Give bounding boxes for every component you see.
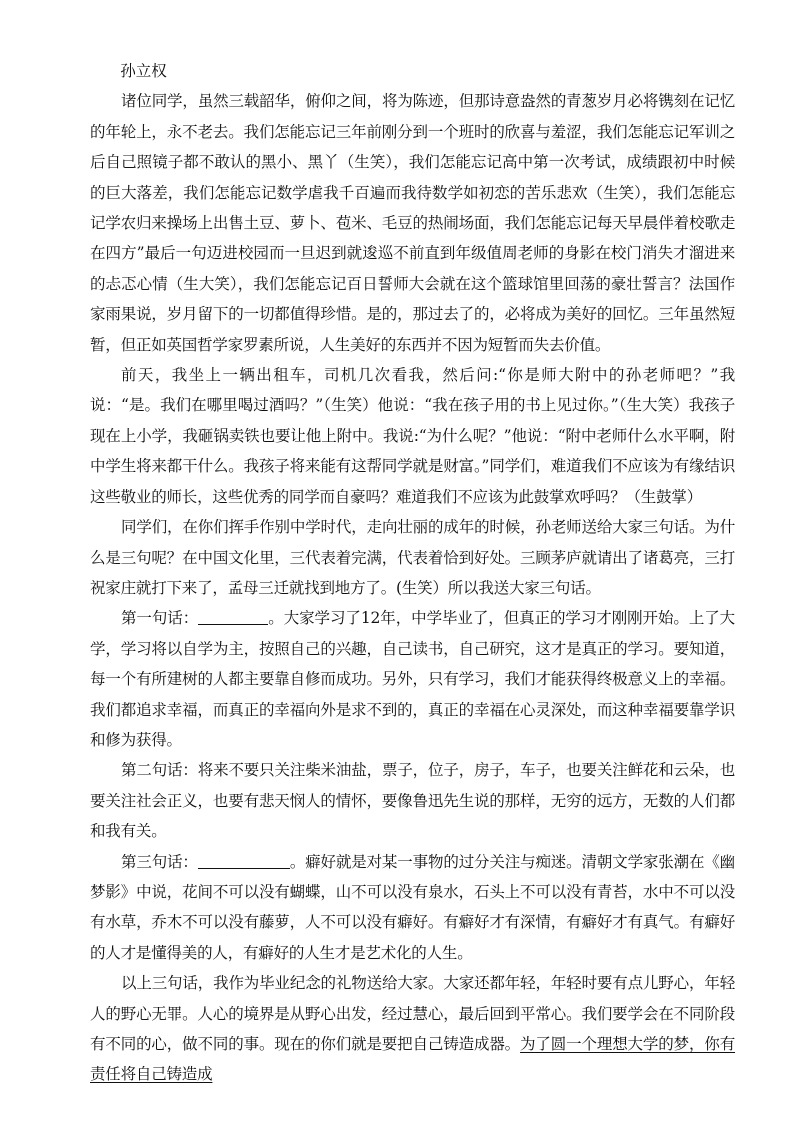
closing-text: 以上三句话，我作为毕业纪念的礼物送给大家。大家还都年轻，年轻时要有点儿野心，年轻人的野心无罪。人心的境界是从野心出发，经过慧心，最后回到平常心。我们要学会在不同阶段有不同的心，做不同的事。现在的你们就是要把自己铸造成器。 <box>90 974 735 1053</box>
third-sentence-lead: 第三句话： <box>121 852 198 871</box>
fill-in-blank-3 <box>198 852 290 869</box>
fill-in-blank-1 <box>198 608 268 625</box>
paragraph-second-sentence: 第二句话：将来不要只关注柴米油盐，票子，位子，房子，车子，也要关注鲜花和云朵，也要关注社会正义，也要有悲天悯人的情怀，要像鲁迅先生说的那样，无穷的远方，无数的人们都和我有关。 <box>90 761 735 841</box>
paragraph-three-sentences-intro: 同学们，在你们挥手作别中学时代，走向壮丽的成年的时候，孙老师送给大家三句话。为什么是三句呢？在中国文化里，三代表着完满，代表着恰到好处。三顾茅庐就请出了诸葛亮，三打祝家庄就打下来了，孟母三迁就找到地方了。(生笑）所以我送大家三句话。 <box>90 518 735 597</box>
first-sentence-text: 。大家学习了12年，中学毕业了，但真正的学习才刚刚开始。上了大学，学习将以自学为主，按照自己的兴趣，自己读书，自己研究，这才是真正的学习。要知道，每一个有所建树的人都主要靠自修而成功。另外，只有学习，我们才能获得终极意义上的幸福。我们都追求幸福，而真正的幸福向外是求不到的，真正的幸福在心灵深处，而这种幸福要靠学识和修为获得。 <box>90 609 735 749</box>
paragraph-memories: 诸位同学，虽然三载韶华，俯仰之间，将为陈迹，但那诗意盎然的青葱岁月必将镌刻在记忆的年轮上，永不老去。我们怎能忘记三年前刚分到一个班时的欣喜与羞涩，我们怎能忘记军训之后自己照镜子都不敢认的黑小、黑丫（生笑），我们怎能忘记高中第一次考试，成绩跟初中时候的巨大落差，我们怎能忘记数学虐我千百遍而我待数学如初恋的苦乐悲欢（生笑），我们怎能忘记学农归来操场上出售土豆、萝卜、苞米、毛豆的热闹场面，我们怎能忘记每天早晨伴着校歌走在四方”最后一句迈进校园而一旦迟到就逡巡不前直到年级值周老师的身影在校门消失才溜进来的忐忑心情（生大笑），我们怎能忘记百日誓师大会就在这个篮球馆里回荡的豪壮誓言？法国作家雨果说，岁月留下的一切都值得珍惜。是的，那过去了的，必将成为美好的回忆。三年虽然短暂，但正如英国哲学家罗素所说，人生美好的东西并不因为短暂而失去价值。 <box>90 92 735 354</box>
underlined-sentence: 为了圆一个理想大学的梦，你有责任将自己铸造成 <box>90 1035 736 1084</box>
author-name: 孙立权 <box>120 62 167 80</box>
paragraph-taxi-story: 前天，我坐上一辆出租车，司机几次看我，然后问:“你是师大附中的孙老师吧？”我说：“是。我们在哪里喝过酒吗？”（生笑）他说：“我在孩子用的书上见过你。”（生大笑）我孩子现在上小学，我砸锅卖铁也要让他上附中。我说:“为什么呢？”他说：“附中老师什么水平啊，附中学生将来都干什么。我孩子将来能有这帮同学就是财富。”同学们，难道我们不应该为有缘结识这些敬业的师长，这些优秀的同学而自豪吗？难道我们不应该为此鼓掌欢呼吗？（生鼓掌） <box>90 366 735 506</box>
article-body <box>90 56 735 1090</box>
paragraph-closing <box>90 968 735 1090</box>
third-sentence-text: 。癖好就是对某一事物的过分关注与痴迷。清朝文学家张潮在《幽梦影》中说，花间不可以没有蝴蝶，山不可以没有泉水，石头上不可以没有青苔，水中不可以没有水草，乔木不可以没有藤萝，人不可以没有癖好。有癖好才有深情，有癖好才有真气。有癖好的人才是懂得美的人，有癖好的人生才是艺术化的人生。 <box>90 852 735 962</box>
paragraph-first-sentence <box>90 603 735 755</box>
paragraph-third-sentence <box>90 847 735 969</box>
first-sentence-lead: 第一句话： <box>121 609 199 628</box>
